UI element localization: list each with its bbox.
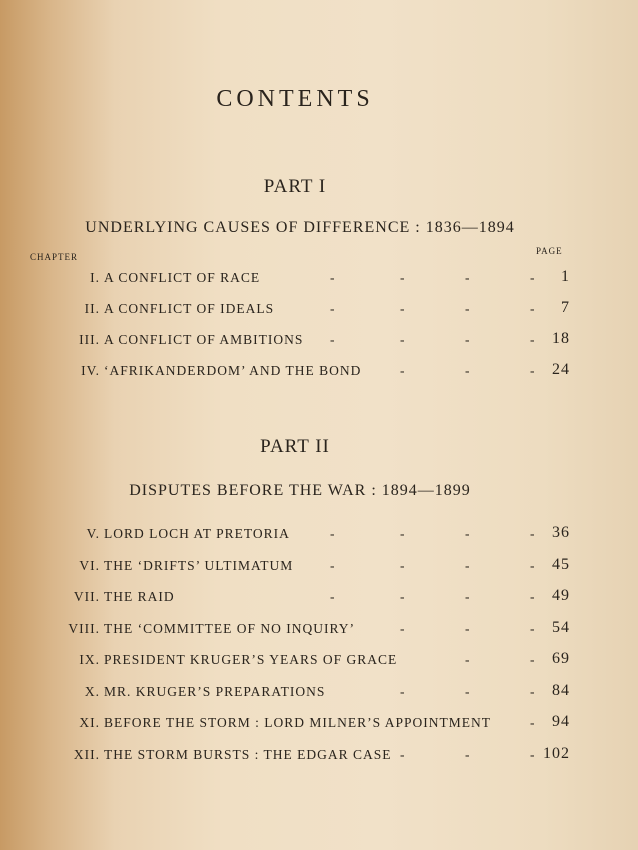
leader-dash: -: [530, 363, 536, 378]
toc-entry: [20, 332, 570, 352]
leader-dash: -: [465, 332, 471, 347]
chapter-number: II.: [84, 301, 100, 316]
toc-entry: [20, 301, 570, 321]
chapter-title: MR. KRUGER’S PREPARATIONS: [104, 683, 326, 699]
chapter-title: THE RAID: [104, 589, 175, 604]
toc-entry: [20, 744, 570, 767]
leader-dash: -: [530, 270, 536, 285]
part-1-subtitle: UNDERLYING CAUSES OF DIFFERENCE : 1836—1894: [85, 219, 515, 236]
chapter-number: III.: [79, 332, 100, 347]
chapter-number: XII.: [73, 746, 100, 762]
toc-entry: [20, 715, 570, 735]
page-number: 54: [552, 618, 570, 636]
part-1-title: PART I: [263, 176, 327, 197]
leader-dash: -: [530, 557, 536, 573]
toc-entry: [20, 270, 570, 290]
chapter-number: X.: [84, 683, 100, 699]
leader-dash: -: [400, 589, 406, 604]
chapter-number: VII.: [73, 589, 100, 604]
leader-dash: -: [465, 557, 471, 573]
leader-dash: -: [400, 363, 406, 378]
leader-dash: -: [400, 332, 406, 347]
chapter-number: XI.: [79, 715, 100, 730]
chapter-column-label: CHAPTER: [30, 252, 79, 262]
page-number: 24: [552, 361, 570, 378]
page-number: 84: [552, 681, 570, 699]
chapter-title: A CONFLICT OF IDEALS: [104, 301, 275, 316]
toc-entry: [20, 363, 570, 383]
leader-dash: -: [400, 270, 406, 285]
leader-dash: -: [465, 526, 471, 541]
page-number: 102: [543, 744, 570, 762]
leader-dash: -: [465, 270, 471, 285]
leader-dash: -: [400, 683, 406, 699]
chapter-title: A CONFLICT OF RACE: [104, 270, 261, 285]
contents-heading: CONTENTS: [216, 86, 374, 112]
chapter-number: IX.: [79, 652, 100, 667]
leader-dash: -: [330, 526, 336, 541]
leader-dash: -: [465, 652, 471, 667]
page-number: 36: [552, 524, 570, 541]
leader-dash: -: [530, 746, 536, 762]
leader-dash: -: [400, 557, 406, 573]
toc-entry: [20, 555, 570, 578]
leader-dash: -: [530, 620, 536, 636]
chapter-number: V.: [86, 526, 100, 541]
page-number: 45: [552, 555, 570, 573]
leader-dash: -: [465, 589, 471, 604]
leader-dash: -: [400, 620, 406, 636]
leader-dash: -: [530, 526, 536, 541]
leader-dash: -: [530, 683, 536, 699]
leader-dash: -: [530, 332, 536, 347]
page-number: 69: [552, 650, 570, 667]
chapter-title: PRESIDENT KRUGER’S YEARS OF GRACE: [104, 652, 398, 667]
toc-entry: [20, 589, 570, 609]
page-number: 49: [552, 587, 570, 604]
toc-entry: [20, 526, 570, 546]
leader-dash: -: [465, 620, 471, 636]
chapter-number: I.: [90, 270, 100, 285]
chapter-title: THE ‘COMMITTEE OF NO INQUIRY’: [104, 620, 355, 636]
toc-entry: [20, 652, 570, 672]
chapter-number: VI.: [79, 557, 100, 573]
leader-dash: -: [330, 589, 336, 604]
leader-dash: -: [330, 332, 336, 347]
leader-dash: -: [400, 301, 406, 316]
leader-dash: -: [465, 301, 471, 316]
chapter-title: THE STORM BURSTS : THE EDGAR CASE: [104, 746, 392, 762]
leader-dash: -: [465, 746, 471, 762]
leader-dash: -: [400, 746, 406, 762]
leader-dash: -: [530, 301, 536, 316]
part-2-title: PART II: [260, 436, 330, 457]
page-number: 1: [561, 268, 570, 285]
page-number: 94: [552, 713, 570, 730]
chapter-title: BEFORE THE STORM : LORD MILNER’S APPOINTMENT: [104, 715, 492, 730]
leader-dash: -: [330, 301, 336, 316]
toc-entry: [20, 681, 570, 704]
toc-entry: [20, 618, 570, 641]
leader-dash: -: [330, 557, 336, 573]
part-2-subtitle: DISPUTES BEFORE THE WAR : 1894—1899: [129, 482, 471, 499]
leader-dash: -: [530, 715, 536, 730]
chapter-number: VIII.: [68, 620, 100, 636]
chapter-title: ‘AFRIKANDERDOM’ AND THE BOND: [104, 363, 362, 378]
page-number: 18: [552, 330, 570, 347]
leader-dash: -: [465, 363, 471, 378]
leader-dash: -: [465, 683, 471, 699]
chapter-title: A CONFLICT OF AMBITIONS: [104, 332, 304, 347]
leader-dash: -: [530, 652, 536, 667]
chapter-title: LORD LOCH AT PRETORIA: [104, 526, 290, 541]
page-column-label: PAGE: [536, 246, 563, 256]
chapter-number: IV.: [81, 363, 100, 378]
chapter-title: THE ‘DRIFTS’ ULTIMATUM: [104, 557, 294, 573]
leader-dash: -: [530, 589, 536, 604]
leader-dash: -: [330, 270, 336, 285]
leader-dash: -: [400, 526, 406, 541]
page-number: 7: [561, 299, 570, 316]
